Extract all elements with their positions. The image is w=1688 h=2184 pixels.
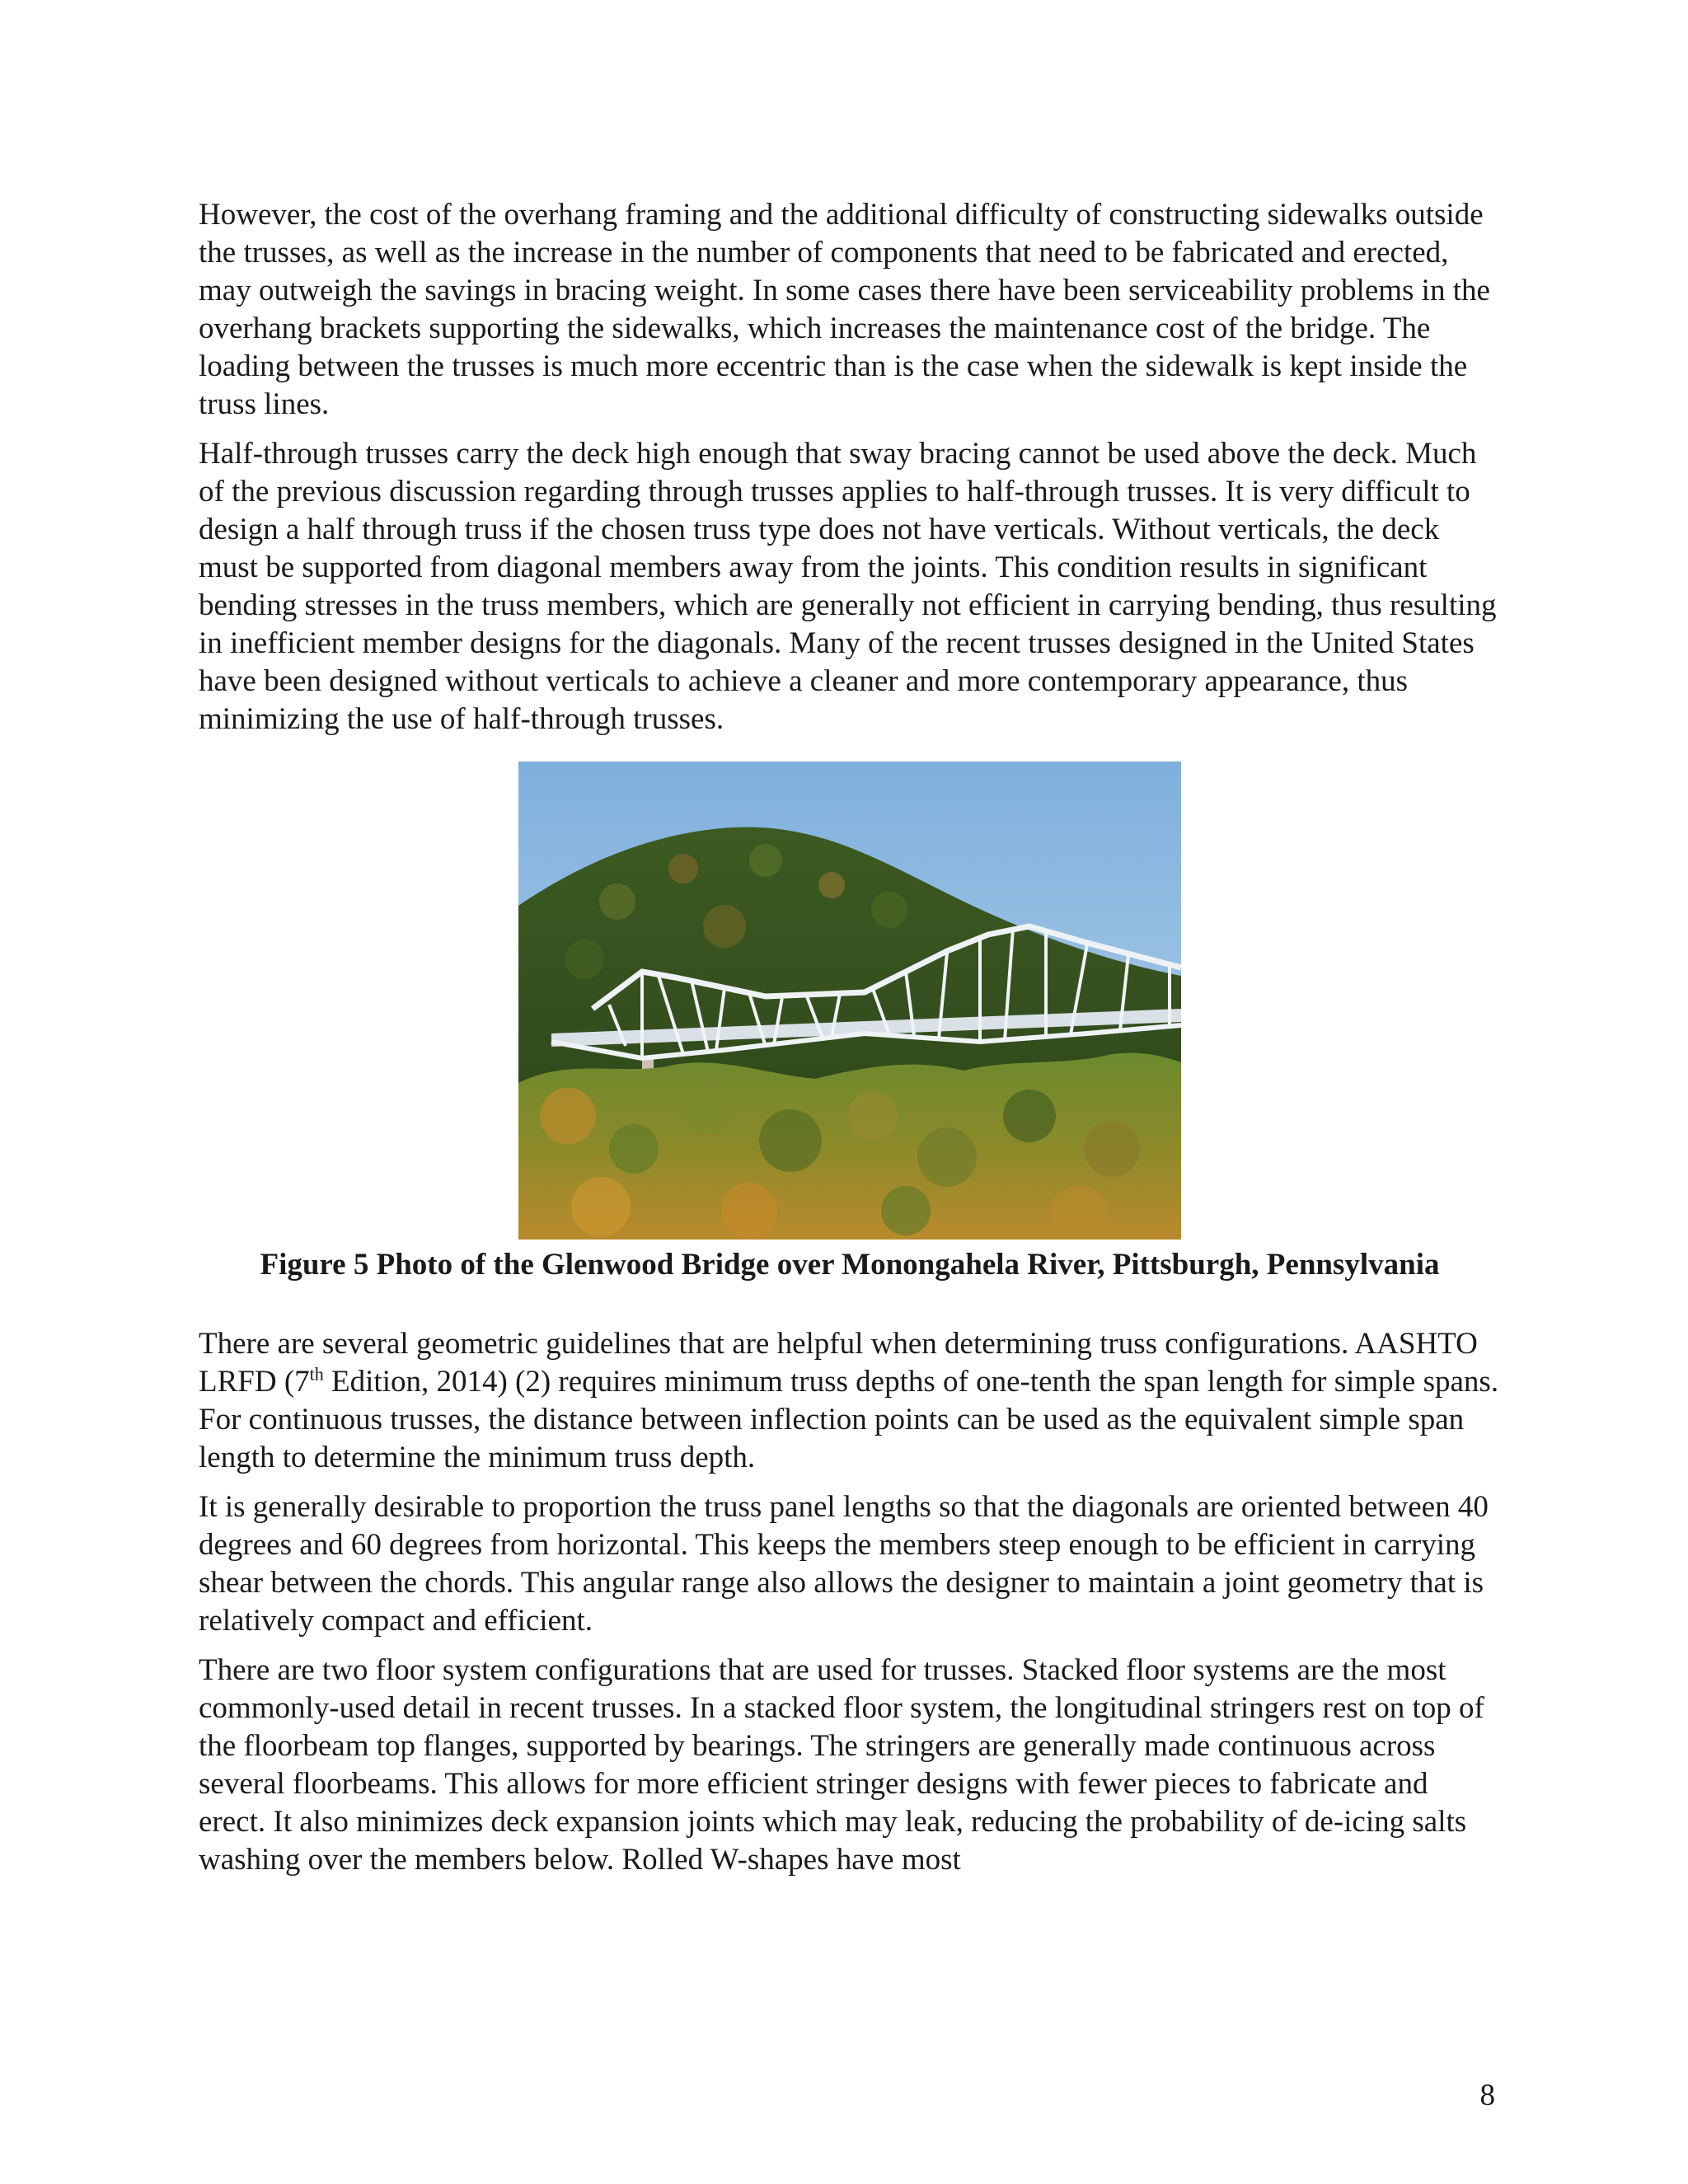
figure-5: [199, 762, 1501, 1284]
page-number: 8: [1479, 2079, 1495, 2112]
paragraph-geometric-guidelines-part-1: There are several geometric guidelines that are helpful when determining truss configurations. AASHTO LRFD (7: [199, 1327, 1478, 1399]
paragraph-geometric-guidelines-part-2: Edition, 2014) (2) requires minimum truss depths of one-tenth the span length for simple spans. For continuous trusses, the distance between inflection points can be used as the equivalent simple span length to determine the minimum truss depth.: [199, 1365, 1499, 1474]
document-page: [199, 196, 1501, 1891]
paragraph-half-through-trusses: Half-through trusses carry the deck high enough that sway bracing cannot be used above the deck. Much of the previous discussion regarding through trusses applies to half-through trusses. It is very difficult to design a half through truss if the chosen truss type does not have verticals. Without verticals, the deck must be supported from diagonal members away from the joints. This condition results in significant bending stresses in the truss members, which are generally not efficient in carrying bending, thus resulting in inefficient member designs for the diagonals. Many of the recent trusses designed in the United States have been designed without verticals to achieve a cleaner and more contemporary appearance, thus minimizing the use of half-through trusses.: [199, 437, 1497, 736]
superscript-th: th: [309, 1363, 324, 1385]
paragraph-geometric-guidelines: [199, 1325, 1501, 1477]
paragraph-panel-lengths: It is generally desirable to proportion the truss panel lengths so that the diagonals are oriented between 40 degrees and 60 degrees from horizontal. This keeps the members steep enough to be efficient in carrying shear between the chords. This angular range also allows the designer to maintain a joint geometry that is relatively compact and efficient.: [199, 1490, 1489, 1638]
figure-caption: Figure 5 Photo of the Glenwood Bridge over Monongahela River, Pittsburgh, Pennsylvania: [260, 1248, 1440, 1282]
paragraph-overhang-cost: However, the cost of the overhang framing and the additional difficulty of constructing sidewalks outside the trusses, as well as the increase in the number of components that need to be fabricated and erected, may outweigh the savings in bracing weight. In some cases there have been serviceability problems in the overhang brackets supporting the sidewalks, which increases the maintenance cost of the bridge. The loading between the trusses is much more eccentric than is the case when the sidewalk is kept inside the truss lines.: [199, 198, 1490, 421]
paragraph-floor-systems: There are two floor system configurations that are used for trusses. Stacked floor systems are the most commonly-used detail in recent trusses. In a stacked floor system, the longitudinal stringers rest on top of the floorbeam top flanges, supported by bearings. The stringers are generally made continuous across several floorbeams. This allows for more efficient stringer designs with fewer pieces to fabricate and erect. It also minimizes deck expansion joints which may leak, reducing the probability of de-icing salts washing over the members below. Rolled W-shapes have most: [199, 1653, 1484, 1877]
glenwood-bridge-photo: [518, 762, 1181, 1240]
